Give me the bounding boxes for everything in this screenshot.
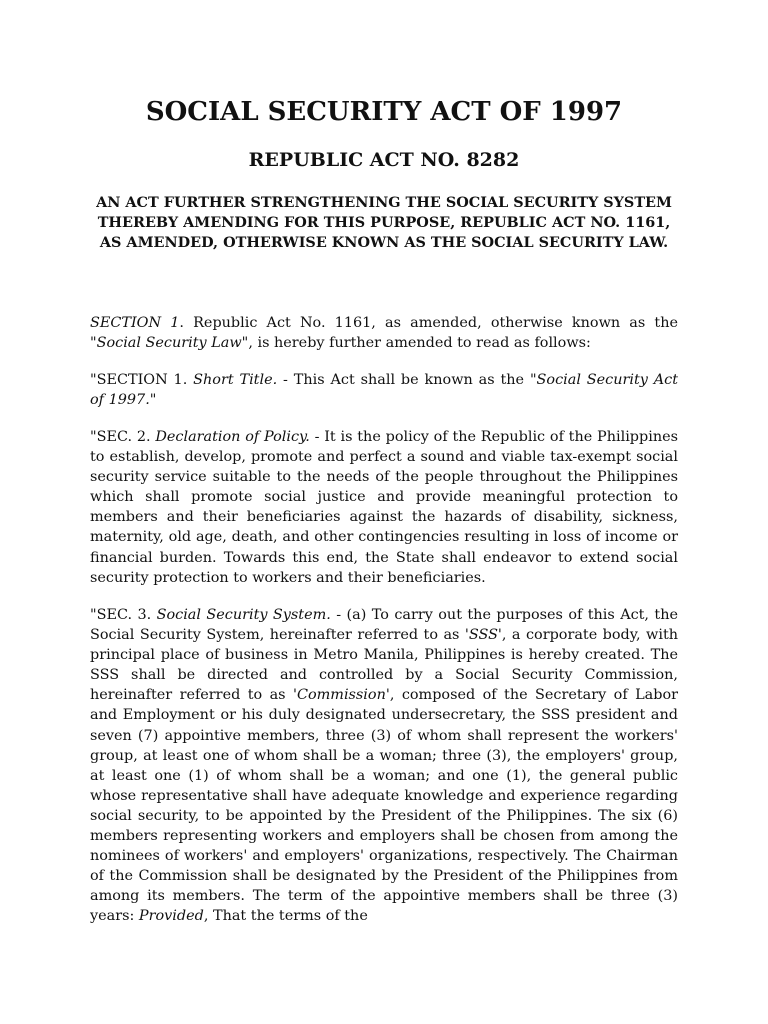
section-1-label: SECTION 1 — [90, 315, 180, 331]
act-description: AN ACT FURTHER STRENGTHENING THE SOCIAL SECURITY SYSTEM THEREBY AMENDING FOR THIS PURPOSE, REPUBLIC ACT NO. 1161, AS AMENDED, OTHERWISE KNOWN AS THE SOCIAL SECURITY LAW. — [96, 194, 672, 251]
section-1-paragraph — [90, 313, 678, 353]
short-title-text: - This Act shall be known as the — [277, 372, 530, 388]
provided-term: Provided — [138, 908, 204, 925]
sec-3-text-c: , composed of the Secretary of Labor and Employment or his duly designated undersecretary, the SSS president and seven (7) appointive members, three (3) of whom shall represent the workers' group, at least one of whom shall be a woman; three (3), the employers' group, at least one (1) of whom shall be a woman; and one (1), the general public whose representative shall have adequate knowledge and experience regarding social security, to be appointed by the President of the Philippines. The six (6) members representing workers and employers shall be chosen from among the nominees of workers' and employers' organizations, respectively. The Chairman of the Commission shall be designated by the President of the Philippines from among its members. The term of the appointive members shall be three (3) years: — [90, 687, 678, 925]
section-1-text-b: , is hereby further amended to read as follows: — [248, 335, 591, 352]
sec-3-text-a: - (a) To carry out the purposes of this Act, the Social Security System, hereinafter referred to as — [90, 607, 678, 644]
social-security-law-name: "Social Security Law" — [90, 335, 249, 352]
sec-2-text: - It is the policy of the Republic of the Philippines to establish, develop, promote and perfect a sound and viable tax-exempt social security service suitable to the needs of the people throughout the Philippines which shall promote social justice and provide meaningful protection to members and their beneficiaries against the hazards of disability, sickness, maternity, old age, death, and other contingencies resulting in loss of income or financial burden. Towards this end, the State shall endeavor to extend social security protection to workers and their beneficiaries. — [90, 429, 678, 586]
document-subtitle: REPUBLIC ACT NO. 8282 — [248, 149, 520, 171]
sec-3-text-b: , a corporate body, with principal place of business in Metro Manila, Philippines is hereby created. The SSS shall be directed and controlled by a Social Security Commission, hereinafter referred to as — [90, 627, 678, 704]
sec-3-text-d: , That the terms of the — [203, 908, 368, 925]
act-name: "Social Security Act of 1997." — [90, 372, 679, 409]
social-security-system-paragraph — [90, 605, 678, 927]
document-page — [90, 0, 678, 1024]
short-title-paragraph — [90, 370, 678, 410]
sec-2-heading: Declaration of Policy. — [155, 429, 310, 445]
declaration-of-policy-paragraph — [90, 427, 678, 588]
sec-3-heading: Social Security System. — [156, 607, 331, 623]
sec-3-prefix: "SEC. 3. — [90, 607, 157, 623]
sec-2-prefix: "SEC. 2. — [90, 429, 156, 445]
sss-term: 'SSS' — [464, 627, 502, 644]
document-title: SOCIAL SECURITY ACT OF 1997 — [145, 97, 623, 127]
short-title-heading: Short Title. — [193, 372, 278, 388]
commission-term: 'Commission' — [293, 687, 390, 704]
section-1-text-a: . Republic Act No. 1161, as amended, otherwise known as the — [179, 315, 678, 331]
short-title-prefix: "SECTION 1. — [90, 372, 194, 388]
